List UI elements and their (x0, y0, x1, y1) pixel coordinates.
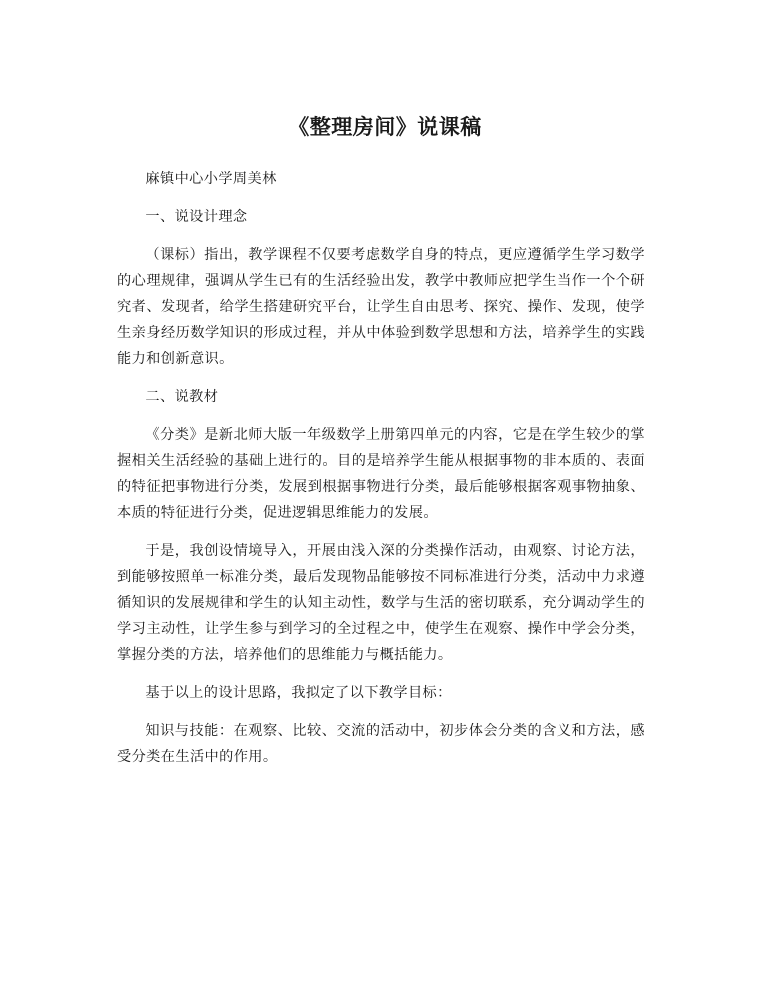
author-line: 麻镇中心小学周美林 (145, 171, 277, 187)
document-title: 《整理房间》说课稿 (288, 115, 482, 139)
paragraph-activities: 于是，我创设情境导入，开展由浅入深的分类操作活动，由观察、讨论方法，到能够按照单一标准分类，最后发现物品能够按不同标准进行分类，活动中力求遵循知识的发展规律和学生的认知主动性，数学与生活的密切联系，充分调动学生的学习主动性，让学生参与到学习的全过程之中，使学生在观察、操作中学会分类，掌握分类的方法，培养他们的思维能力与概括能力。 (117, 543, 645, 663)
paragraph-design-concept: （课标）指出，教学课程不仅要考虑数学自身的特点，更应遵循学生学习数学的心理规律，强调从学生已有的生活经验出发，教学中教师应把学生当作一个个研究者、发现者，给学生搭建研究平台，让学生自由思考、探究、操作、发现，使学生亲身经历数学知识的形成过程，并从中体验到数学思想和方法，培养学生的实践能力和创新意识。 (117, 247, 645, 367)
document-body (117, 166, 645, 782)
paragraph-textbook: 《分类》是新北师大版一年级数学上册第四单元的内容，它是在学生较少的掌握相关生活经验的基础上进行的。目的是培养学生能从根据事物的非本质的、表面的特征把事物进行分类，发展到根据事物进行分类，最后能够根据客观事物抽象、本质的特征进行分类，促进逻辑思维能力的发展。 (117, 427, 645, 521)
paragraph-objectives-intro: 基于以上的设计思路，我拟定了以下教学目标： (145, 685, 452, 701)
section-heading-design-concept: 一、说设计理念 (145, 209, 248, 225)
paragraph-knowledge-skills: 知识与技能：在观察、比较、交流的活动中，初步体会分类的含义和方法，感受分类在生活中的作用。 (117, 723, 645, 765)
section-heading-textbook: 二、说教材 (145, 389, 219, 405)
